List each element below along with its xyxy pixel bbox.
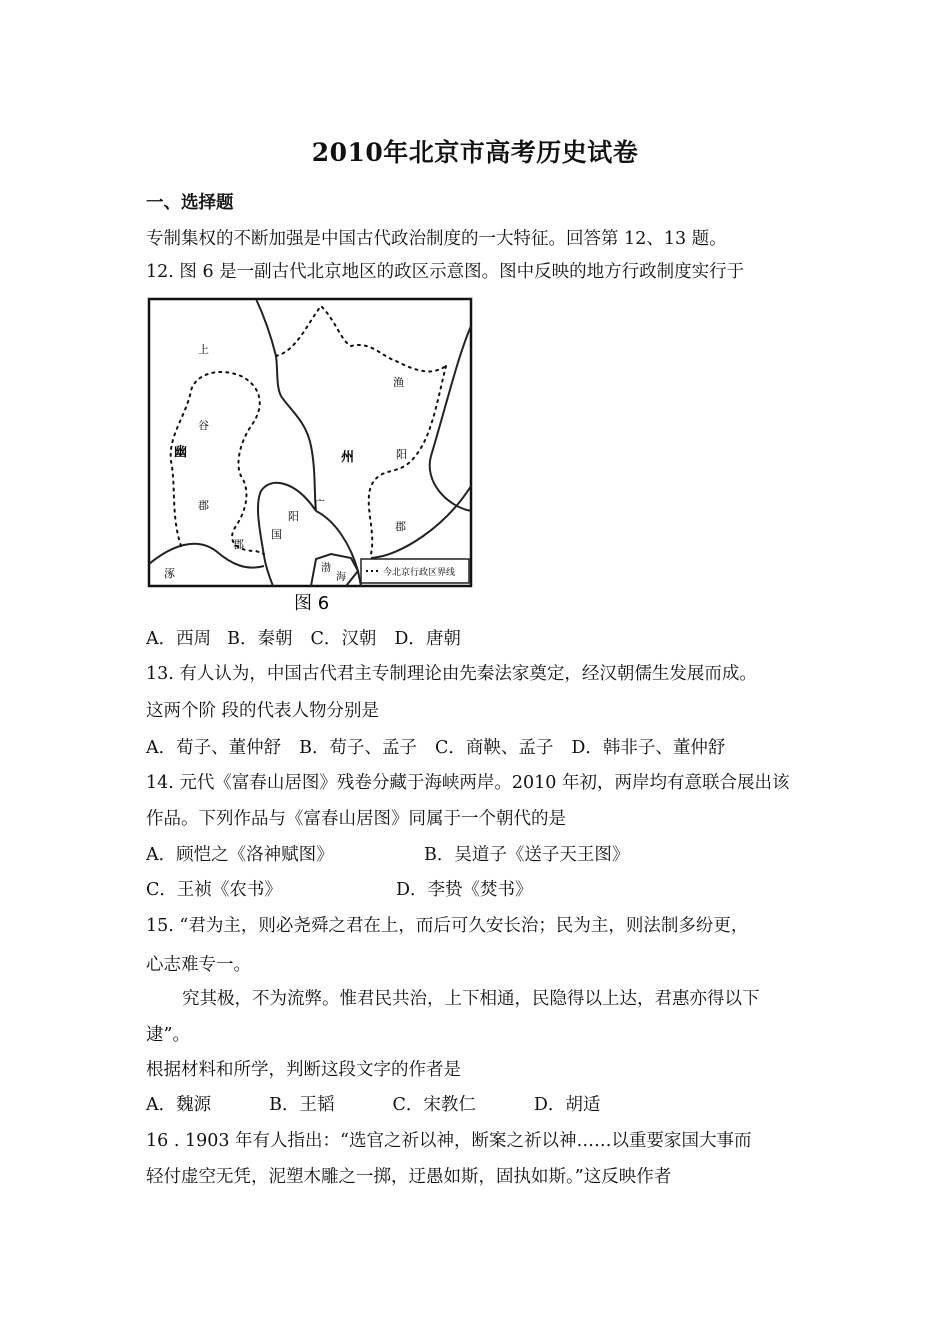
map-label: 州 (341, 450, 355, 465)
q13-options (146, 737, 725, 759)
q15-line4: 逮”。 (146, 1025, 190, 1045)
q14-option-c[interactable]: C．王祯《农书》 (146, 880, 282, 900)
page-title: 2010年北京市高考历史试卷 (311, 138, 639, 167)
q13-option-c[interactable]: C．商鞅、孟子 (435, 738, 554, 758)
map-label: 郡 (233, 538, 244, 551)
q14-option-d[interactable]: D．李贽《焚书》 (396, 880, 533, 900)
map-label: 幽 (174, 445, 188, 460)
q15-option-a[interactable]: A．魏源 (146, 1095, 212, 1115)
q12-option-c[interactable]: C．汉朝 (310, 629, 377, 649)
q12-option-b[interactable]: B．秦朝 (227, 629, 293, 649)
figure-caption: 图 6 (294, 593, 330, 614)
map-label: 涿 (164, 567, 175, 580)
q15-line2: 心志难专一。 (146, 955, 251, 975)
map-label: 郡 (395, 520, 406, 533)
intro-text: 专制集权的不断加强是中国古代政治制度的一大特征。回答第 12、13 题。 (146, 229, 727, 249)
map-label: 国 (271, 528, 282, 541)
q16-line1: 16 . 1903 年有人指出：“选官之祈以神，断案之祈以神……以重要家国大事而 (146, 1131, 752, 1151)
q13-stem-line1: 13. 有人认为，中国古代君主专制理论由先秦法家奠定，经汉朝儒生发展而成。 (146, 664, 757, 684)
map-label: 阳 (396, 448, 407, 461)
q15-option-d[interactable]: D．胡适 (533, 1095, 601, 1115)
map-label: 渤 (321, 563, 331, 574)
q12-options (146, 628, 461, 650)
map-label: 谷 (198, 419, 209, 432)
q12-stem: 12. 图 6 是一副古代北京地区的政区示意图。图中反映的地方行政制度实行于 (146, 262, 745, 282)
q15-options (146, 1094, 600, 1116)
map-label: 渔 (393, 376, 404, 389)
q15-line3: 究其极，不为流弊。惟君民共治，上下相通，民隐得以上达，君惠亦得以下 (182, 989, 760, 1009)
q13-option-d[interactable]: D．韩非子、董仲舒 (571, 738, 726, 758)
map-label: 阳 (288, 510, 299, 523)
q15-option-b[interactable]: B．王韬 (269, 1095, 335, 1115)
q13-option-b[interactable]: B．荀子、孟子 (299, 738, 418, 758)
map-label: 郡 (198, 499, 209, 512)
q16-line2: 轻付虚空无凭，泥塑木雕之一掷，迂愚如斯，固执如斯。”这反映作者 (146, 1167, 672, 1187)
map-label: 上 (198, 343, 209, 356)
q12-option-d[interactable]: D．唐朝 (394, 629, 461, 649)
map-label: 海 (336, 572, 346, 583)
legend-text: 今北京行政区界线 (383, 568, 456, 578)
q12-option-a[interactable]: A．西周 (146, 629, 212, 649)
q15-option-c[interactable]: C．宋教仁 (392, 1095, 476, 1115)
map-label: 广 (314, 498, 325, 511)
q13-option-a[interactable]: A．荀子、董仲舒 (146, 738, 282, 758)
q14-stem-line1: 14. 元代《富春山居图》残卷分藏于海峡两岸。2010 年初，两岸均有意联合展出该 (146, 773, 790, 793)
q15-ask: 根据材料和所学，判断这段文字的作者是 (146, 1060, 461, 1080)
q14-stem-line2: 作品。下列作品与《富春山居图》同属于一个朝代的是 (146, 809, 566, 829)
section-heading: 一、选择题 (146, 193, 234, 213)
q13-stem-line2: 这两个阶 段的代表人物分别是 (146, 701, 380, 721)
q14-option-b[interactable]: B．吴道子《送子天王图》 (424, 845, 630, 865)
q15-line1: 15. “君为主，则必尧舜之君在上，而后可久安长治；民为主，则法制多纷更， (146, 916, 749, 936)
map-figure (146, 296, 476, 616)
q14-option-a[interactable]: A．顾恺之《洛神赋图》 (146, 845, 334, 865)
